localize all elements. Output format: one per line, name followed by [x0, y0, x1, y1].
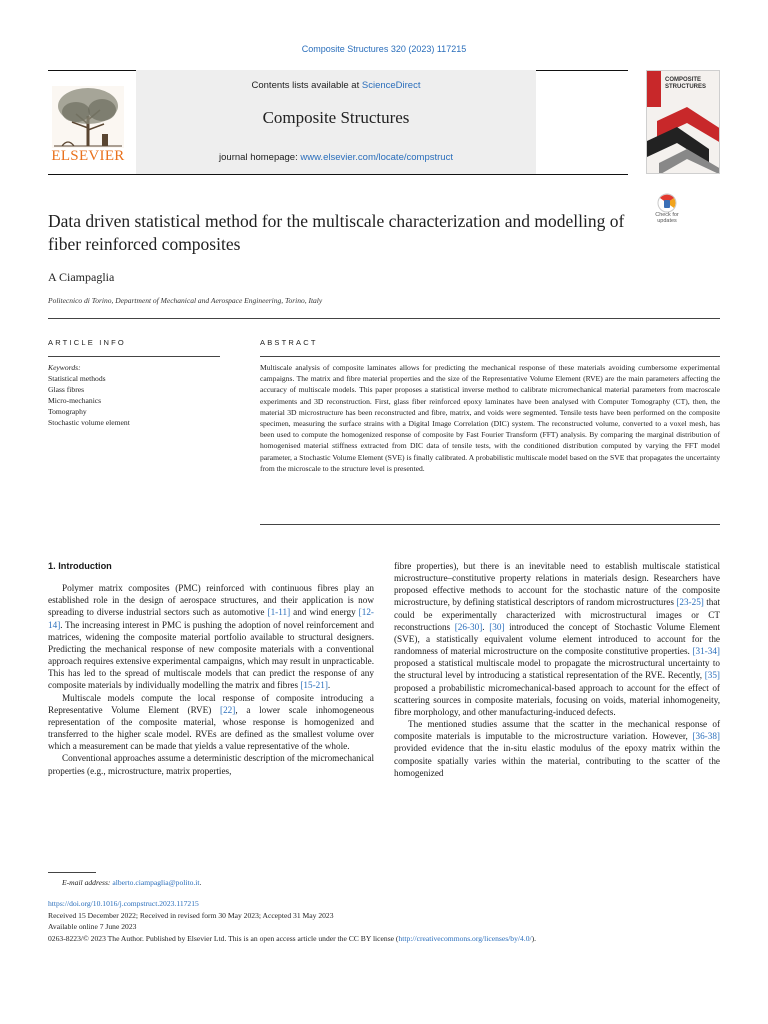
paragraph-text: that could be experimentally characterized with microstructural images or CT reconstructions — [394, 597, 720, 632]
homepage-prefix: journal homepage: — [219, 152, 301, 163]
keyword-item[interactable]: Micro-mechanics — [48, 396, 102, 405]
email-label: E-mail address: — [62, 878, 111, 887]
keyword-item[interactable]: Statistical methods — [48, 374, 106, 383]
citation-link[interactable]: [35] — [704, 670, 720, 681]
citation-link[interactable]: [30] — [489, 621, 505, 632]
doi-link[interactable]: https://doi.org/10.1016/j.compstruct.2023.117215 — [48, 899, 199, 908]
paragraph-text: Multiscale models compute the local response of composite introducing a Representative Volume Element (RVE) — [48, 692, 374, 715]
email-footnote — [62, 878, 201, 887]
abstract-rule — [260, 356, 720, 357]
contents-prefix: Contents lists available at — [251, 80, 362, 91]
paragraph-text: proposed a probabilistic micromechanical-based approach to account for the effect of scattering sources in composite materials, focusing on voids, material inhomogeneity, fibre morphology, and other manufacturing-induced defects. — [394, 682, 720, 717]
check-for-updates-label[interactable] — [646, 212, 688, 224]
journal-reference[interactable]: Composite Structures 320 (2023) 117215 — [301, 44, 467, 54]
footnote-rule — [48, 872, 96, 873]
header-rule-bottom — [48, 174, 628, 175]
paragraph-text: proposed a statistical multiscale model to propagate the microstructural uncertainty to the structural level by introducing a statistical representation of the RVE. Recently, — [394, 658, 720, 681]
paragraph-text: Polymer matrix composites (PMC) reinforced with continuous fibres play an established role in the design of aerospace structures, and their application is now spreading to diverse industrial sectors such as automotive — [48, 583, 374, 618]
paragraph-text: . The increasing interest in PMC is pushing the adoption of novel reinforcement and matrices, widening the composite material portfolio available to structural designers. Predicting the mechanical response of new composite materials with a conventional approach requires extensive experimental campaigns, which may result in unpracticable. This has led to the spread of multiscale models that can predict the response of any composite materials by individually modelling the matrix and fibres — [48, 619, 374, 691]
citation-link[interactable]: [26-30] — [454, 621, 483, 632]
paragraph-text: , a lower scale inhomogeneous representation of the composite material, whose response is homogenized and transferred to the higher scale model. RVEs are defined as the smallest volume over which a measurement can be made that yields a value representative of the whole. — [48, 704, 374, 752]
article-title: Data driven statistical method for the multiscale characterization and modelling of fiber reinforced composites — [48, 211, 625, 254]
available-online-date: Available online 7 June 2023 — [48, 922, 137, 931]
paragraph — [48, 582, 374, 691]
received-dates: Received 15 December 2022; Received in revised form 30 May 2023; Accepted 31 May 2023 — [48, 910, 334, 920]
author-affiliation: Politecnico di Torino, Department of Mechanical and Aerospace Engineering, Torino, Italy — [48, 296, 323, 305]
paragraph — [394, 718, 720, 779]
citation-link[interactable]: [36-38] — [692, 731, 720, 742]
email-link[interactable]: alberto.ciampaglia@polito.it — [112, 878, 200, 887]
citation-link[interactable]: [15-21] — [300, 680, 328, 691]
journal-header — [48, 70, 628, 174]
article-author[interactable]: A Ciampaglia — [48, 270, 115, 284]
citation-link[interactable]: [1-11] — [267, 607, 291, 618]
cover-title — [665, 77, 706, 90]
abstract-text: Multiscale analysis of composite laminates allows for predicting the mechanical response of these materials avoiding cumbersome experimental campaigns. The matrix and fibre material properties and the size of the Representative Volume Element (RVE) are the main parameters affecting the accuracy of multiscale models. This paper proposes a statistical inverse method to calibrate micromechanical material parameters from macroscale experiments and 3D reconstruction. First, glass fiber reinforced epoxy laminates have been analysed with Computer Tomography (CT), then, the material 3D microstructure has been reconstructed and fibre, matrix, and voids were segmented. Tensile tests have been performed on the composite specimen, measuring the surface strains with a Digital Image Correlation (DIC) system. The reconstructed volume, converted to a voxel mesh, has been used to compute the homogenized response of composite by Fast Fourier Transform (FFT) analysis. By comparing the marginal distribution of homogenised material stiffness extracted from DIC data of tensile tests, with the conditioned distribution computed by varying the FFT model parameter, a Stochastic Volume Element (SVE) is finally calibrated. A probabilistic multiscale model based on the SVE that propagates the uncertainty from the microscale to the structure level is presented. — [260, 363, 720, 473]
paragraph — [394, 560, 720, 718]
article-metadata — [48, 898, 728, 944]
body-column-right — [394, 560, 720, 779]
keyword-item[interactable]: Stochastic volume element — [48, 418, 130, 427]
keywords-label: Keywords: — [48, 363, 81, 372]
cover-title-line2: STRUCTURES — [665, 83, 707, 90]
keyword-item[interactable]: Glass fibres — [48, 385, 85, 394]
paragraph-text: The mentioned studies assume that the scatter in the mechanical response of composite materials is imputable to the microstructure variation. However, — [394, 719, 720, 742]
license-link[interactable]: http://creativecommons.org/licenses/by/4.0/ — [398, 933, 532, 943]
paragraph-text: fibre properties), but there is an inevitable need to establish multiscale statistical microstructure–constitutive property relations in materials design. Researchers have proposed effective methods to account for the stochastic nature of the composite microstructure, by defining statistical descriptors of random microstructures — [394, 561, 720, 608]
journal-homepage-link[interactable]: www.elsevier.com/locate/compstruct — [300, 152, 453, 163]
badge-line1: Check for — [655, 212, 679, 218]
badge-line2: updates — [657, 218, 677, 224]
citation-link[interactable]: [22] — [220, 704, 236, 715]
paragraph-text: provided evidence that the in-situ elastic modulus of the epoxy matrix within the composite spatially varies within the material, contributing to the scatter of the homogenized — [394, 743, 720, 778]
keywords-block — [48, 362, 228, 428]
journal-cover-thumbnail[interactable] — [646, 70, 720, 174]
cover-title-line1: COMPOSITE — [665, 77, 702, 83]
keyword-item[interactable]: Tomography — [48, 407, 87, 416]
citation-link[interactable]: [23-25] — [676, 597, 704, 608]
citation-link[interactable]: [31-34] — [692, 646, 720, 657]
license-suffix: ). — [531, 933, 537, 943]
paragraph-text: introduced the concept of Stochastic Volume Element (SVE), a statistically equivalent volume element introduced to account for the randomness of material microstructure on the composite constitutive properties. — [394, 621, 721, 657]
paragraph — [48, 692, 374, 753]
article-info-rule — [48, 356, 220, 357]
license-line — [48, 933, 728, 945]
section-title-introduction: 1. Introduction — [48, 561, 112, 571]
journal-title: Composite Structures — [262, 108, 410, 127]
paragraph: Conventional approaches assume a deterministic description of the micromechanical properties (e.g., microstructure, matrix properties, — [48, 753, 374, 776]
contents-available-line — [136, 80, 536, 91]
journal-homepage-line — [136, 152, 536, 163]
sciencedirect-link[interactable]: ScienceDirect — [361, 80, 421, 91]
paragraph-text: and wind energy — [290, 607, 359, 618]
publisher-logo-text: ELSEVIER — [51, 148, 125, 164]
citation-link[interactable]: [12-14] — [48, 607, 374, 630]
journal-masthead — [136, 70, 536, 174]
divider-rule — [48, 318, 720, 319]
article-info-heading: ARTICLE INFO — [48, 338, 126, 347]
license-prefix: 0263-8223/© 2023 The Author. Published by Elsevier Ltd. This is an open access article under the CC BY license ( — [48, 933, 399, 943]
body-column-left — [48, 560, 374, 777]
paragraph-text: . — [327, 680, 331, 691]
abstract-rule-bottom — [260, 524, 720, 525]
email-suffix: . — [199, 878, 202, 887]
abstract-heading: ABSTRACT — [260, 338, 318, 347]
paragraph-text: . — [482, 621, 490, 632]
